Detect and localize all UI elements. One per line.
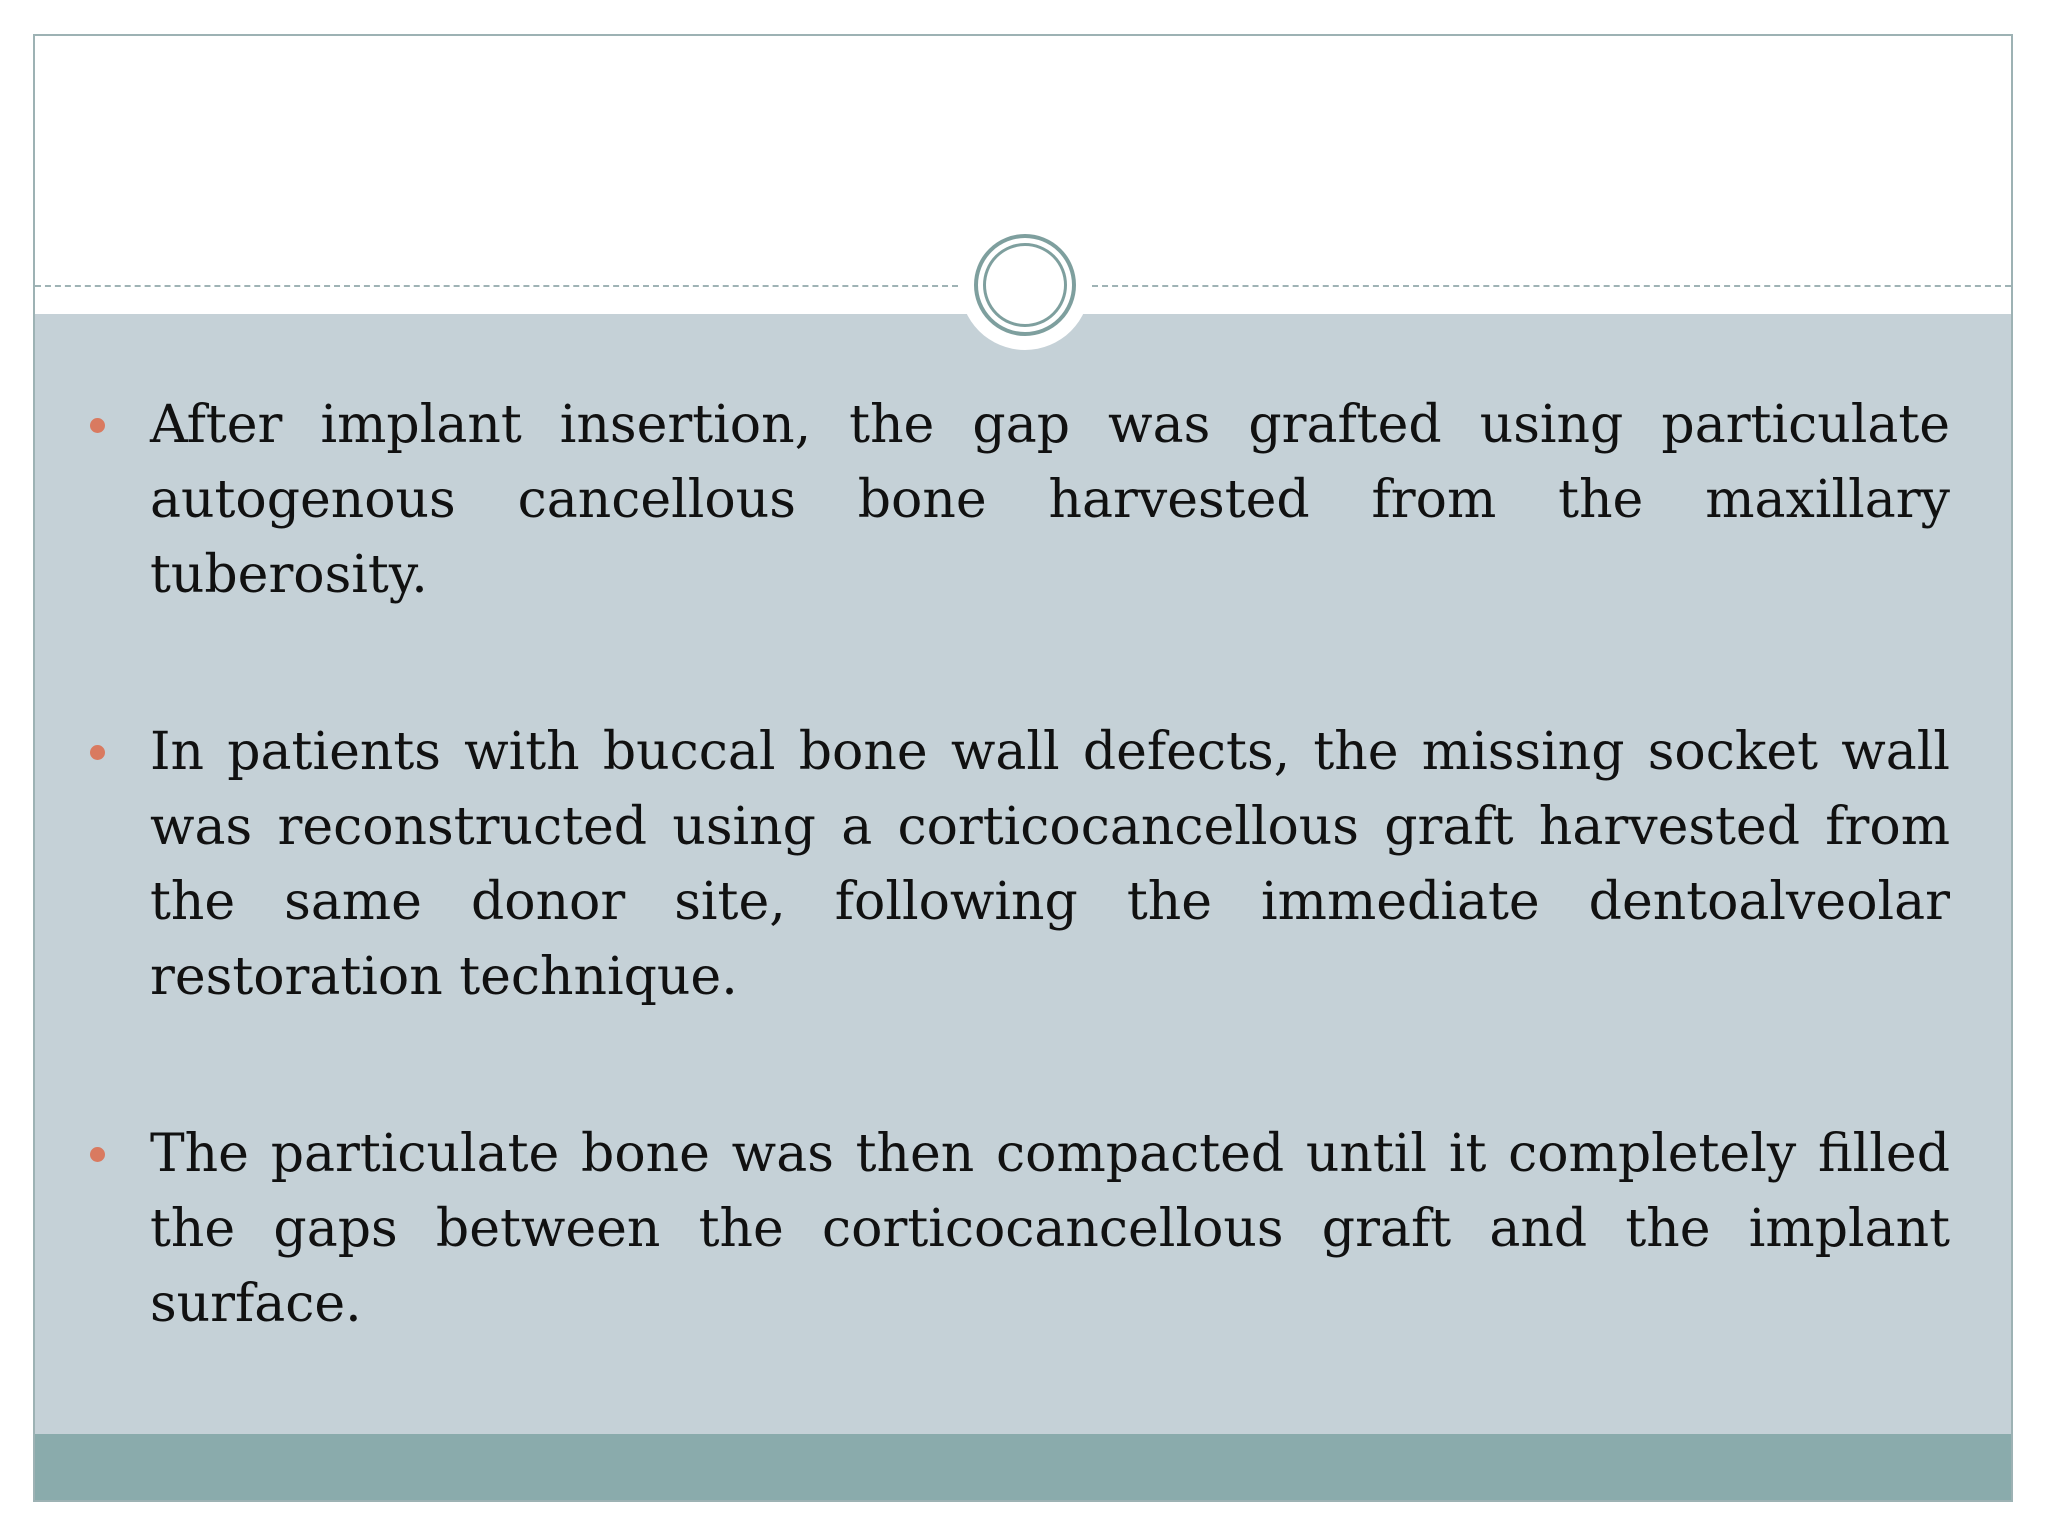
- bullet-text-2: In patients with buccal bone wall defects, the missing socket wall was reconstructed using a corticocancellous graft harvested from the same donor site, following the immediate dentoalveolar restoration technique.: [150, 722, 1950, 1007]
- bullet-list: [150, 388, 1950, 1342]
- footer-band: [35, 1434, 2011, 1502]
- bullet-item-2: [150, 715, 1950, 1015]
- header-divider-right: [1092, 285, 2011, 287]
- slide-frame: [33, 34, 2013, 1502]
- bullet-dot-icon: [90, 1147, 105, 1162]
- bullet-dot-icon: [90, 745, 105, 760]
- bullet-text-1: After implant insertion, the gap was grafted using particulate autogenous cancellous bone harvested from the maxillary tuberosity.: [150, 395, 1950, 605]
- ornament-inner-ring-icon: [983, 243, 1067, 327]
- bullet-text-3: The particulate bone was then compacted until it completely filled the gaps between the corticocancellous graft and the implant surface.: [150, 1124, 1950, 1334]
- bullet-dot-icon: [90, 418, 105, 433]
- header-divider-left: [35, 285, 958, 287]
- bullet-item-3: [150, 1117, 1950, 1342]
- bullet-item-1: [150, 388, 1950, 613]
